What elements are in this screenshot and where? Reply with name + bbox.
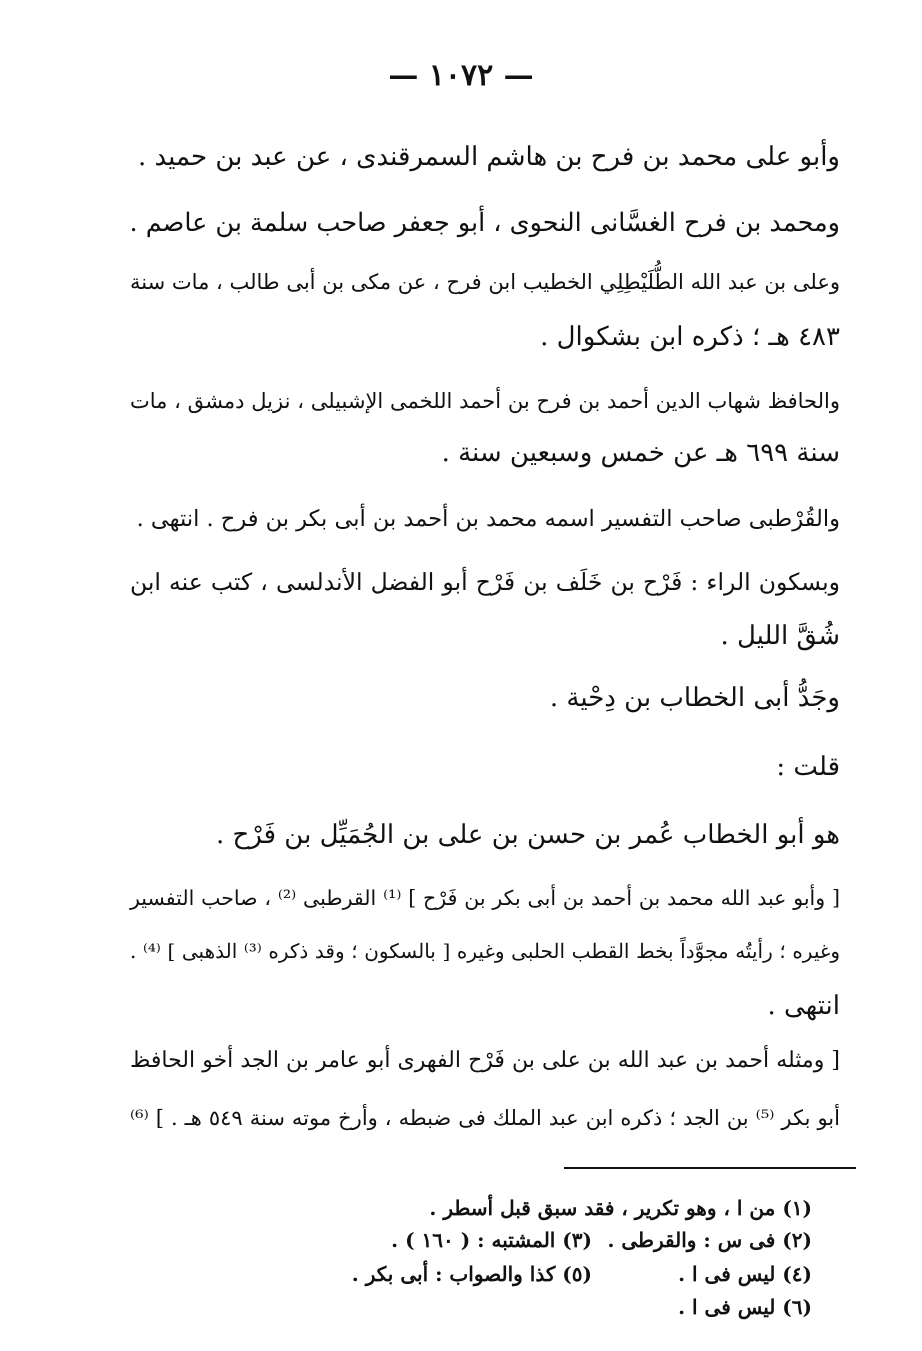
text-line-2: ومحمد بن فرح الغسَّانى النحوى ، أبو جعفر صاحب سلمة بن عاصم . [129,208,840,238]
footnote-separator [564,1167,856,1169]
text-line-6: سنة ٦٩٩ هـ عن خمس وسبعين سنة . [441,438,840,468]
text-line-3: وعلى بن عبد الله الطُّلَيْطِلِي الخطيب ابن فرح ، عن مكى بن أبى طالب ، مات سنة [130,270,840,294]
text-line-5: والحافظ شهاب الدين أحمد بن فرح بن أحمد اللخمى الإشبيلى ، نزيل دمشق ، مات [130,389,840,413]
page-number: — ١٠٧٢ — [388,58,534,93]
text-line-1: وأبو على محمد بن فرح بن هاشم السمرقندى ، عن عبد بن حميد . [138,142,840,172]
text-line-4: ٤٨٣ هـ ؛ ذكره ابن بشكوال . [540,322,840,352]
text-line-7: والقُرْطبى صاحب التفسير اسمه محمد بن أحمد بن أبى بكر بن فرح . انتهى . [136,506,840,532]
text-line-11: قلت : [776,752,840,782]
footnote-1: (١) من ا ، وهو تكرير ، فقد سبق قبل أسطر . [429,1196,812,1220]
footnote-4: (٤) ليس فى ا . [678,1262,812,1286]
text-line-8: وبسكون الراء : فَرْح بن خَلَف بن فَرْح أبو الفضل الأندلسى ، كتب عنه ابن [130,568,840,596]
text-line-17: أبو بكر ⁽⁵⁾ بن الجد ؛ ذكره ابن عبد الملك فى ضبطه ، وأرخ موته سنة ٥٤٩ هـ . ] ⁽⁶⁾ [130,1106,840,1130]
text-line-13: [ وأبو عبد الله محمد بن أحمد بن أبى بكر بن فَرْح ] ⁽¹⁾ القرطبى ⁽²⁾ ، صاحب التفسير [130,886,840,910]
footnote-6: (٦) ليس فى ا . [678,1295,812,1319]
text-line-15: انتهى . [767,991,840,1021]
text-line-16: [ ومثله أحمد بن عبد الله بن على بن فَرْح الفهرى أبو عامر بن الجد أخو الحافظ [130,1048,840,1073]
footnote-2: (٢) فى س : والقرطى . [607,1228,812,1252]
footnote-3: (٣) المشتبه : ( ١٦٠ ) . [391,1228,592,1252]
text-line-12: هو أبو الخطاب عُمر بن حسن بن على بن الجُمَيِّل بن فَرْح . [215,820,840,850]
footnote-5: (٥) كذا والصواب : أبى بكر . [351,1262,592,1286]
text-line-9: شُقَّ الليل . [720,621,840,651]
text-line-10: وجَدُّ أبى الخطاب بن دِحْية . [549,683,840,713]
text-line-14: وغيره ؛ رأيتُه مجوَّداً بخط القطب الحلبى وغيره [ بالسكون ؛ وقد ذكره ⁽³⁾ الذهبى ] ⁽⁴⁾ . [130,939,840,963]
